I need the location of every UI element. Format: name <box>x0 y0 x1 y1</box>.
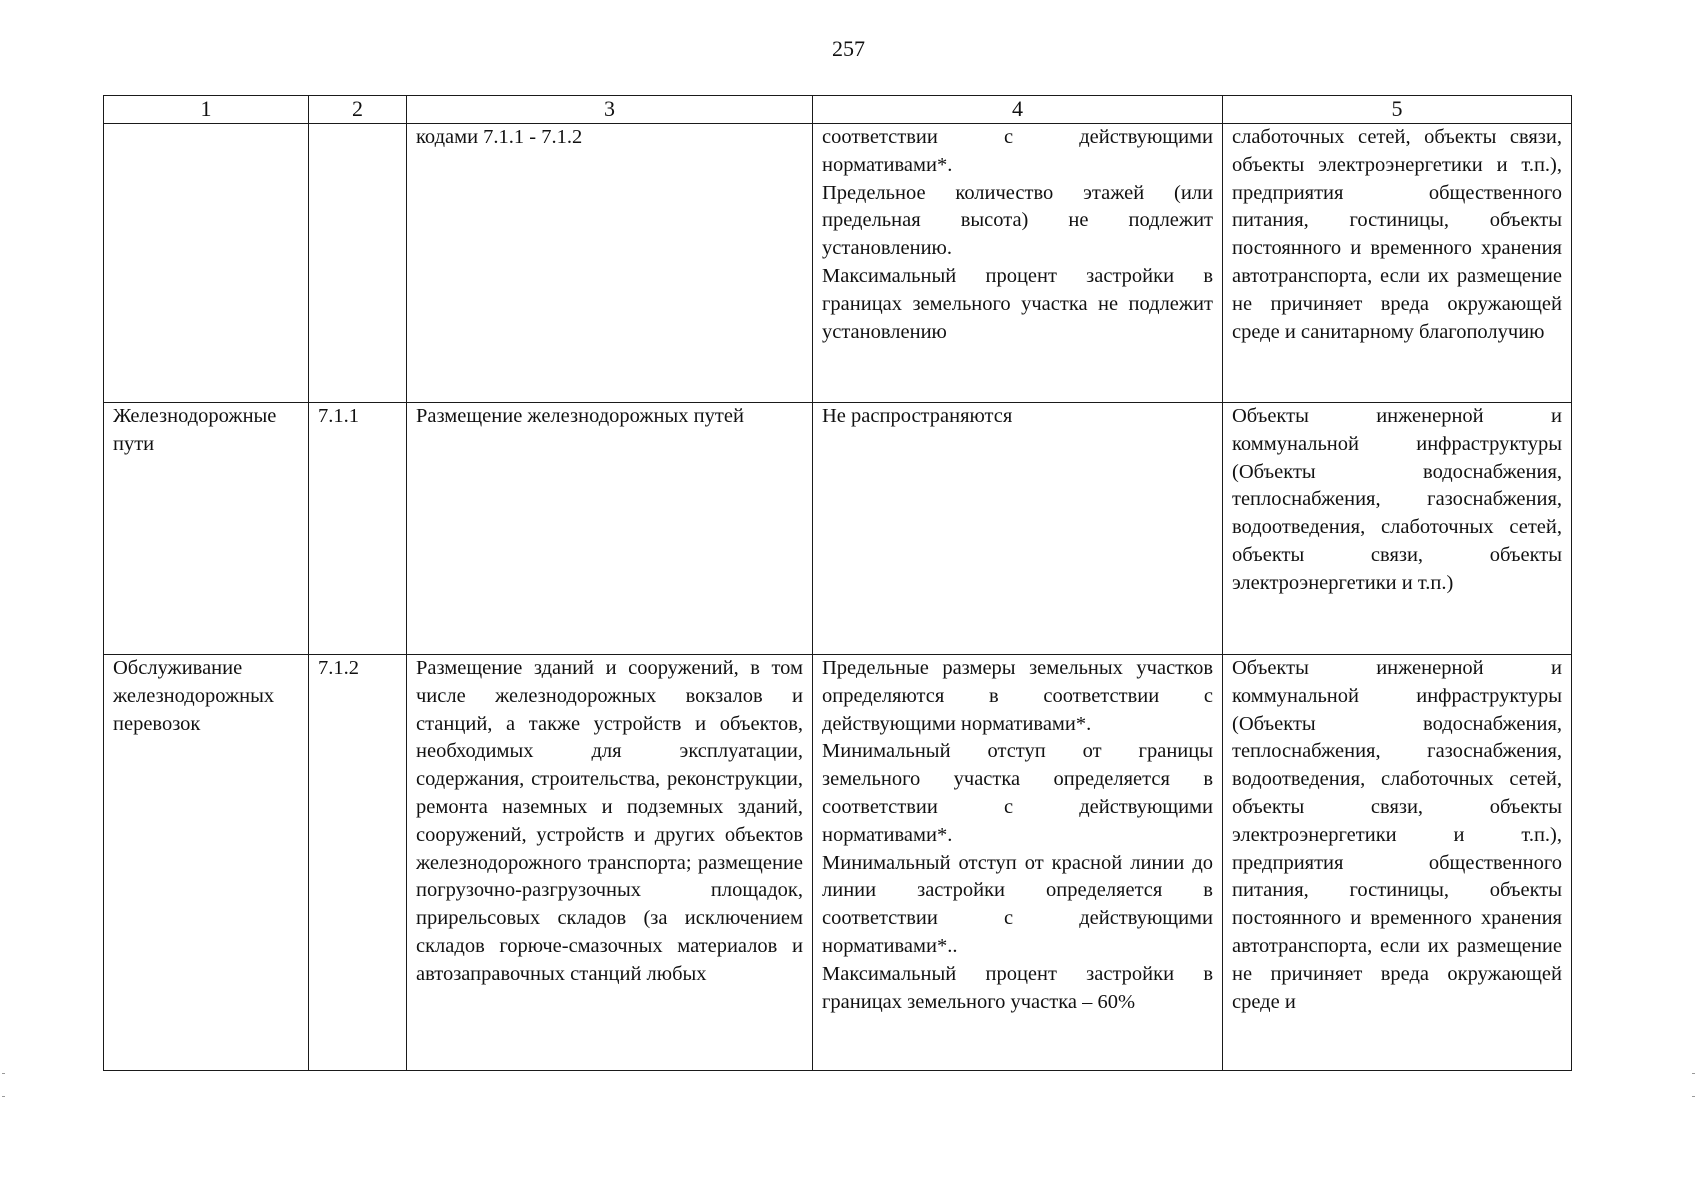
auxiliary-uses: Объекты инженерной и коммунальной инфраструктуры (Объекты водоснабжения, теплоснабжения, газоснабжения, водоотведения, слаботочных сетей, объекты связи, объекты электроэнергетики и т.п.), предприятия общественного питания, гостиницы, объекты постоянного и временного хранения автотранспорта, если их размещение не причиняет вреда окружающей среде и <box>1223 655 1572 1071</box>
parameter-paragraph: Предельные размеры земельных участков определяются в соответствии с действующими нормативами*. <box>822 657 1213 735</box>
land-use-table <box>103 95 1572 1071</box>
use-type-description: Размещение зданий и сооружений, в том числе железнодорожных вокзалов и станций, а также устройств и объектов, необходимых для эксплуатации, содержания, строительства, реконструкции, ремонта наземных и подземных зданий, сооружений, устройств и других объектов железнодорожного транспорта; размещение погрузочно-разгрузочных площадок, прирельсовых складов (за исключением складов горюче-смазочных материалов и автозаправочных станций любых <box>407 655 813 1071</box>
parameter-paragraph: Максимальный процент застройки в границах земельного участка не подлежит установлению <box>822 264 1213 343</box>
parameter-paragraph: Максимальный процент застройки в границах земельного участка – 60% <box>822 962 1213 1013</box>
use-type-description: кодами 7.1.1 - 7.1.2 <box>407 124 813 403</box>
parameter-paragraph: Предельное количество этажей (или предельная высота) не подлежит установлению. <box>822 181 1213 260</box>
use-type-name: Обслуживание железнодорожных перевозок <box>104 655 309 1071</box>
parameter-paragraph: Минимальный отступ от границы земельного участка определяется в соответствии с действующими нормативами*. <box>822 740 1213 846</box>
table-header-row <box>104 96 1572 124</box>
building-parameters <box>813 124 1223 403</box>
scan-mark-left <box>2 1073 5 1097</box>
column-header: 5 <box>1223 96 1572 124</box>
page-number: 257 <box>832 36 865 61</box>
table-row <box>104 403 1572 655</box>
parameter-paragraph: Минимальный отступ от красной линии до линии застройки определяется в соответствии с действующими нормативами*.. <box>822 851 1213 957</box>
column-header: 3 <box>407 96 813 124</box>
table-row <box>104 124 1572 403</box>
use-type-code <box>309 124 407 403</box>
parameter-paragraph: Не распространяются <box>822 405 1013 427</box>
use-type-description: Размещение железнодорожных путей <box>407 403 813 655</box>
column-header: 1 <box>104 96 309 124</box>
column-header: 2 <box>309 96 407 124</box>
use-type-name <box>104 124 309 403</box>
auxiliary-uses: Объекты инженерной и коммунальной инфраструктуры (Объекты водоснабжения, теплоснабжения, газоснабжения, водоотведения, слаботочных сетей, объекты связи, объекты электроэнергетики и т.п.) <box>1223 403 1572 655</box>
scan-mark-right <box>1692 1073 1695 1097</box>
use-type-code: 7.1.2 <box>309 655 407 1071</box>
auxiliary-uses: слаботочных сетей, объекты связи, объекты электроэнергетики и т.п.), предприятия общественного питания, гостиницы, объекты постоянного и временного хранения автотранспорта, если их размещение не причиняет вреда окружающей среде и санитарному благополучию <box>1223 124 1572 403</box>
use-type-code: 7.1.1 <box>309 403 407 655</box>
building-parameters <box>813 403 1223 655</box>
use-type-name: Железнодорожные пути <box>104 403 309 655</box>
building-parameters <box>813 655 1223 1071</box>
table-row <box>104 655 1572 1071</box>
parameter-paragraph: соответствии с действующими нормативами*. <box>822 126 1213 176</box>
column-header: 4 <box>813 96 1223 124</box>
